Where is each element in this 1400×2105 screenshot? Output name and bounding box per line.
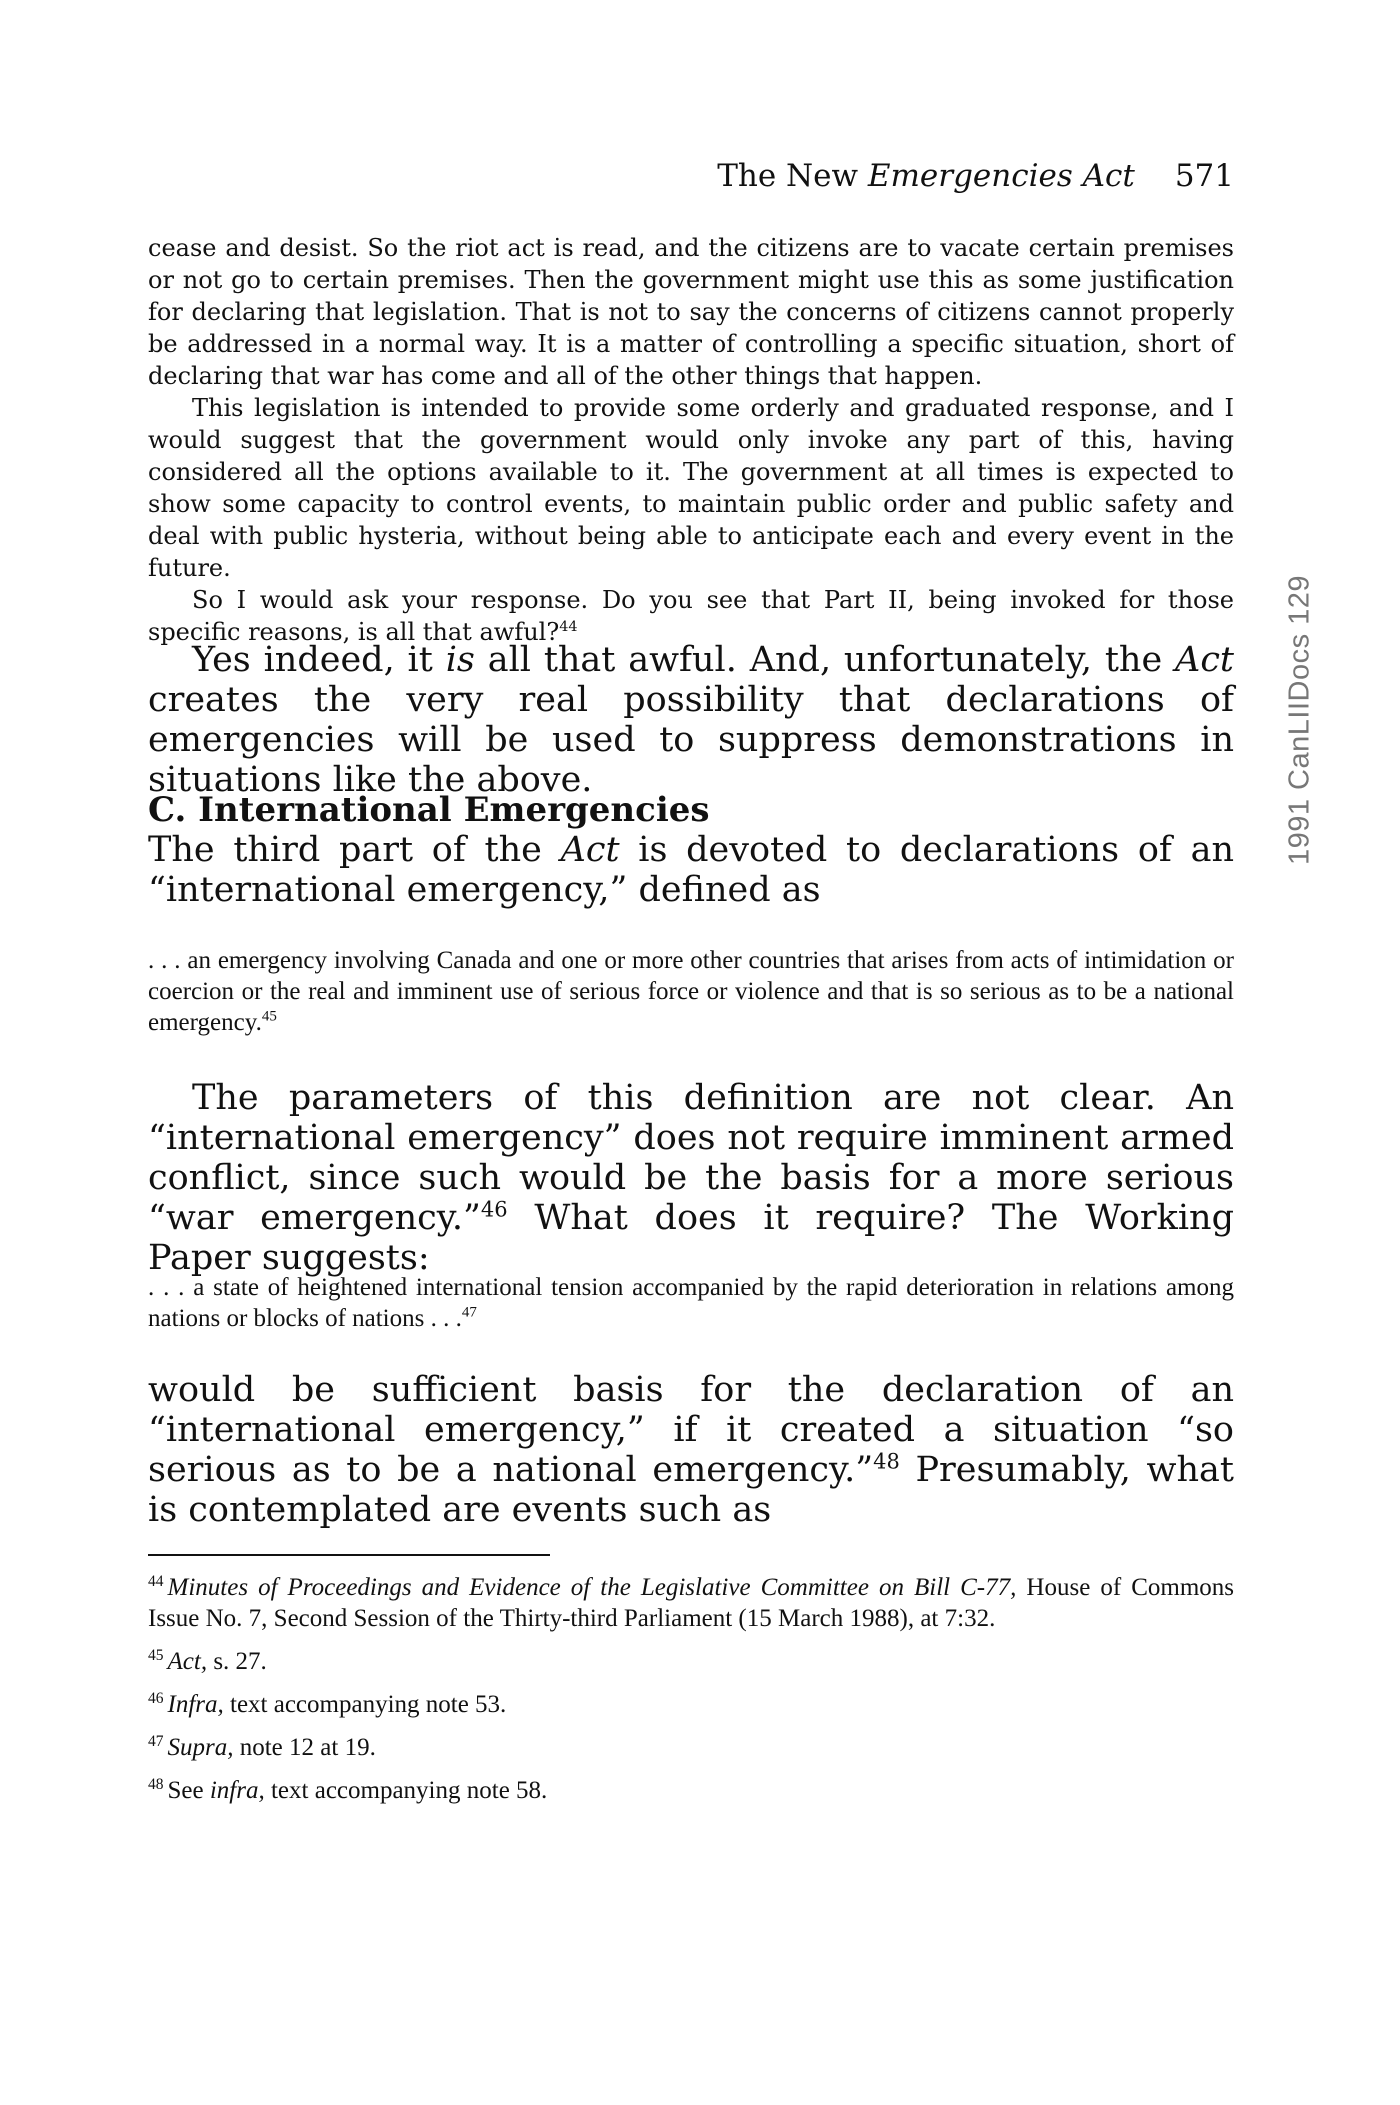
response-paragraph [148, 640, 1234, 800]
footnote-italic: infra, [209, 1777, 265, 1804]
footnote-47 [148, 1732, 1234, 1763]
section-intro-paragraph [148, 830, 1234, 910]
footnote-text: s. 27. [207, 1648, 267, 1675]
footnote-ref-46: 46 [480, 1197, 508, 1222]
testimony-paragraph-3 [148, 584, 1234, 648]
response-act-italic: Act [1175, 640, 1234, 680]
footnote-text: text accompanying note 53. [223, 1691, 507, 1718]
footnote-text: text accompanying note 58. [264, 1777, 548, 1804]
sufficient-basis-paragraph [148, 1370, 1234, 1530]
footnote-48 [148, 1775, 1234, 1806]
definition-block-quote [148, 945, 1234, 1038]
footnote-text: House of Commons Issue No. 7, Second Session of the Thirty-third Parliament (15 March 1988), at 7:32. [148, 1574, 1234, 1632]
footnote-ref-47: 47 [461, 1304, 477, 1321]
response-text-1: Yes indeed, it [192, 640, 446, 680]
testimony-paragraph-2: This legislation is intended to provide some orderly and graduated response, and I would suggest that the government would only invoke any part of this, having considered all the options available to it. The government at all times is expected to show some capacity to control events, to maintain public order and public safety and deal with public hysteria, without being able to anticipate each and every event in the future. [148, 394, 1234, 582]
footnote-44 [148, 1572, 1234, 1634]
section-intro-text-1: The third part of the [148, 830, 561, 870]
footnote-number: 46 [148, 1689, 164, 1707]
footnote-text: note 12 at 19. [233, 1734, 376, 1761]
running-head [700, 158, 1234, 194]
response-text-2: all that awful. And, unfortunately, the [474, 640, 1176, 680]
footnote-ref-45: 45 [261, 1008, 277, 1025]
testimony-paragraph-1: cease and desist. So the riot act is read, and the citizens are to vacate certain premises or not go to certain premises. Then the government might use this as some justification for declaring that legislation. That is not to say the concerns of citizens cannot properly be addressed in a normal way. It is a matter of controlling a specific situation, short of declaring that war has come and all of the other things that happen. [148, 234, 1234, 390]
footnote-italic: Act, [167, 1648, 208, 1675]
footnote-italic: Minutes of Proceedings and Evidence of the Legislative Committee on Bill C-77, [167, 1574, 1017, 1601]
running-head-title: The New [717, 158, 868, 194]
footnote-italic: Supra, [167, 1734, 234, 1761]
footnote-number: 48 [148, 1775, 164, 1793]
parameters-paragraph [148, 1078, 1234, 1278]
footnotes [148, 1572, 1234, 1818]
sufficient-text-1: would be sufficient basis for the declaration of an “international emergency,” if it created a situation “so serious as to be a national emergency.” [148, 1370, 1234, 1490]
section-intro-act-italic: Act [560, 830, 620, 870]
parameters-text-1: The parameters of this definition are not clear. An “international emergency” does not require imminent armed conflict, since such would be the basis for a more serious “war emergency.” [148, 1078, 1234, 1238]
footnote-number: 47 [148, 1732, 164, 1750]
footnote-46 [148, 1689, 1234, 1720]
working-paper-quote-text: . . . a state of heightened international tension accompanied by the rapid deterioration in relations among nations or blocks of nations . . . [148, 1274, 1234, 1332]
footnote-divider [148, 1554, 550, 1556]
response-emphasis-is: is [445, 640, 475, 680]
working-paper-block-quote [148, 1272, 1234, 1334]
page-number: 571 [1174, 158, 1234, 194]
running-head-title-italic: Emergencies Act [867, 158, 1135, 194]
section-heading: C. International Emergencies [148, 790, 710, 830]
footnote-italic: Infra, [167, 1691, 224, 1718]
sufficient-text-2: Presumably, what is contemplated are events such as [148, 1450, 1234, 1530]
footnote-ref-44: 44 [559, 619, 578, 635]
footnote-pre: See [167, 1777, 210, 1804]
footnote-number: 45 [148, 1646, 164, 1664]
citation-watermark: 1991 CanLIIDocs 129 [1283, 574, 1316, 866]
parameters-text-2: What does it require? The Working Paper suggests: [148, 1198, 1234, 1278]
section-intro-text-2: is devoted to declarations of an “international emergency,” defined as [148, 830, 1234, 910]
response-text-3: creates the very real possibility that declarations of emergencies will be used to suppress demonstrations in situations like the above. [148, 680, 1234, 800]
testimony-paragraph-3-text: So I would ask your response. Do you see that Part II, being invoked for those specific reasons, is all that awful? [148, 586, 1234, 646]
footnote-number: 44 [148, 1572, 164, 1590]
testimony-quote [148, 232, 1234, 648]
definition-quote-text: . . . an emergency involving Canada and one or more other countries that arises from acts of intimidation or coercion or the real and imminent use of serious force or violence and that is so serious as to be a national emergency. [148, 947, 1234, 1036]
footnote-45 [148, 1646, 1234, 1677]
footnote-ref-48: 48 [873, 1449, 900, 1474]
